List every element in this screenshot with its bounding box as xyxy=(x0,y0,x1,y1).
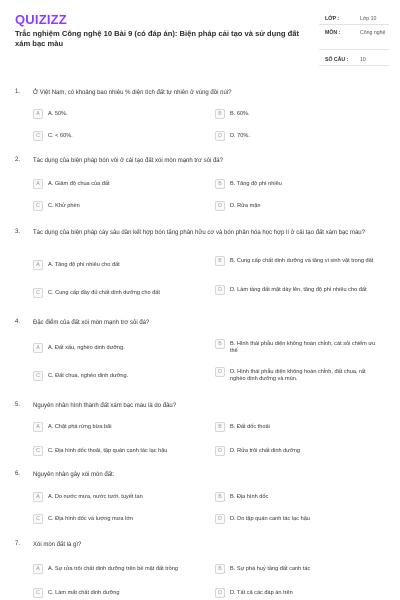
option-text: D. Làm tầng đất mặt dày lên, tăng độ phì nhiêu cho đất xyxy=(230,286,367,293)
option-letter: C xyxy=(33,288,43,298)
question-text: Tác dụng của biện pháp bón vôi ở cải tạo đất xói mòn mạnh trơ sỏi đá? xyxy=(33,158,223,164)
question-number: 1. xyxy=(15,89,21,95)
option-letter: A xyxy=(33,179,43,189)
option-letter: B xyxy=(215,564,225,574)
option-letter: C xyxy=(33,201,43,211)
option-letter: A xyxy=(33,564,43,574)
option-text: D. Tất cả các đáp án trên xyxy=(230,589,293,596)
option-letter: D xyxy=(215,588,225,598)
option-letter: D xyxy=(215,285,225,295)
option-letter: B xyxy=(215,109,225,119)
option-text: B. Cung cấp chất dinh dưỡng và tăng vi sinh vật trong đất xyxy=(230,257,374,264)
option-text: C. Địa hình dốc thoải, tập quán canh tác lạc hậu xyxy=(48,447,168,454)
meta-value: 10 xyxy=(360,57,366,63)
meta-row-count xyxy=(319,50,389,66)
question-number: 4. xyxy=(15,319,21,325)
option-text: D. Rửa trôi chất dinh dưỡng xyxy=(230,447,300,454)
question-text: Ở Việt Nam, có khoảng bao nhiêu % diện tích đất tự nhiên ở vùng đồi núi? xyxy=(33,90,232,96)
question-number: 7. xyxy=(15,541,21,547)
option-text: A. 50%. xyxy=(48,110,68,117)
question-text: Nguyên nhân hình thành đất xám bạc màu là do đâu? xyxy=(33,403,177,409)
option-text: B. Địa hình dốc xyxy=(230,493,269,500)
question-text: Xói mòn đất là gì? xyxy=(33,542,82,548)
option-text: B. Hình thái phẫu diện không hoàn chỉnh, cát sỏi chiếm ưu thế xyxy=(230,340,376,354)
option-text: D. 70%. xyxy=(230,132,250,139)
option-letter: B xyxy=(215,179,225,189)
option-letter: D xyxy=(215,514,225,524)
option-text: A. Do nước mưa, nước tưới, tuyết tan xyxy=(48,493,143,500)
question-text: Nguyên nhân gây xói mòn đất: xyxy=(33,472,115,478)
option-letter: A xyxy=(33,109,43,119)
option-letter: A xyxy=(33,343,43,353)
option-text: A. Sự rửa trôi chất dinh dưỡng trên bề mặt đất trồng xyxy=(48,565,178,572)
question-number: 2. xyxy=(15,157,21,163)
option-text: A. Giảm độ chua của đất xyxy=(48,180,110,187)
meta-row-subject xyxy=(319,25,389,50)
meta-value: Công nghệ xyxy=(360,30,386,36)
meta-label: SỐ CÂU : xyxy=(325,57,349,63)
option-letter: B xyxy=(215,492,225,502)
option-letter: B xyxy=(215,256,225,266)
option-text: A. Tăng độ phì nhiêu cho đất xyxy=(48,261,120,268)
meta-label: MÔN : xyxy=(325,30,341,36)
option-text: B. Sự phá huỷ tầng đất canh tác xyxy=(230,565,311,572)
meta-label: LỚP : xyxy=(325,16,340,22)
option-text: D. Rửa mặn xyxy=(230,202,261,209)
option-text: A. Đất xấu, nghèo dinh dưỡng. xyxy=(48,344,125,351)
option-letter: C xyxy=(33,131,43,141)
worksheet-header xyxy=(0,0,400,80)
option-text: B. 60%. xyxy=(230,110,250,117)
option-text: C. Đất chua, nghèo dinh dưỡng. xyxy=(48,372,129,379)
quizizz-logo: QUIZIZZ xyxy=(15,12,67,27)
worksheet-title: Trắc nghiệm Công nghệ 10 Bài 9 (có đáp án): Biện pháp cải tạo và sử dụng đất xám bạc màu xyxy=(15,29,299,48)
option-text: C. Làm mất chất dinh dưỡng xyxy=(48,589,120,596)
option-letter: C xyxy=(33,446,43,456)
question-number: 3. xyxy=(15,229,21,235)
option-letter: C xyxy=(33,514,43,524)
meta-row-grade xyxy=(319,12,389,25)
option-text: C. Cung cấp đầy đủ chất dinh dưỡng cho đất xyxy=(48,289,160,296)
option-letter: D xyxy=(215,367,225,377)
option-letter: D xyxy=(215,201,225,211)
option-text: D. Hình thái phẫu diện không hoàn chỉnh, đất chua, rất nghèo dinh dưỡng và mùn. xyxy=(230,368,366,382)
meta-info-table xyxy=(319,12,389,66)
option-letter: A xyxy=(33,422,43,432)
option-text: A. Chặt phá rừng bừa bãi xyxy=(48,423,112,430)
option-text: C. Khử phèn xyxy=(48,202,80,209)
option-letter: B xyxy=(215,339,225,349)
question-text: Tác dụng của biện pháp cày sâu dần kết hợp bón tăng phân hữu cơ và bón phân hóa học hợp lí ở cải tạo đất xám bạc màu? xyxy=(33,230,365,236)
meta-value: Lớp 10 xyxy=(360,16,377,22)
question-text: Đặc điểm của đất xói mòn mạnh trơ sỏi đá? xyxy=(33,320,150,326)
option-letter: D xyxy=(215,131,225,141)
option-letter: A xyxy=(33,492,43,502)
option-text: C. Địa hình dốc và lượng mưa lớn xyxy=(48,515,134,522)
option-letter: C xyxy=(33,588,43,598)
option-text: D. Do tập quán canh tác lạc hậu xyxy=(230,515,310,522)
option-letter: C xyxy=(33,371,43,381)
option-letter: D xyxy=(215,446,225,456)
option-letter: A xyxy=(33,260,43,270)
question-number: 5. xyxy=(15,402,21,408)
option-text: C. < 60%. xyxy=(48,132,73,139)
option-letter: B xyxy=(215,422,225,432)
option-text: B. Tăng độ phì nhiêu xyxy=(230,180,282,187)
option-text: B. Đất dốc thoải xyxy=(230,423,270,430)
question-number: 6. xyxy=(15,471,21,477)
